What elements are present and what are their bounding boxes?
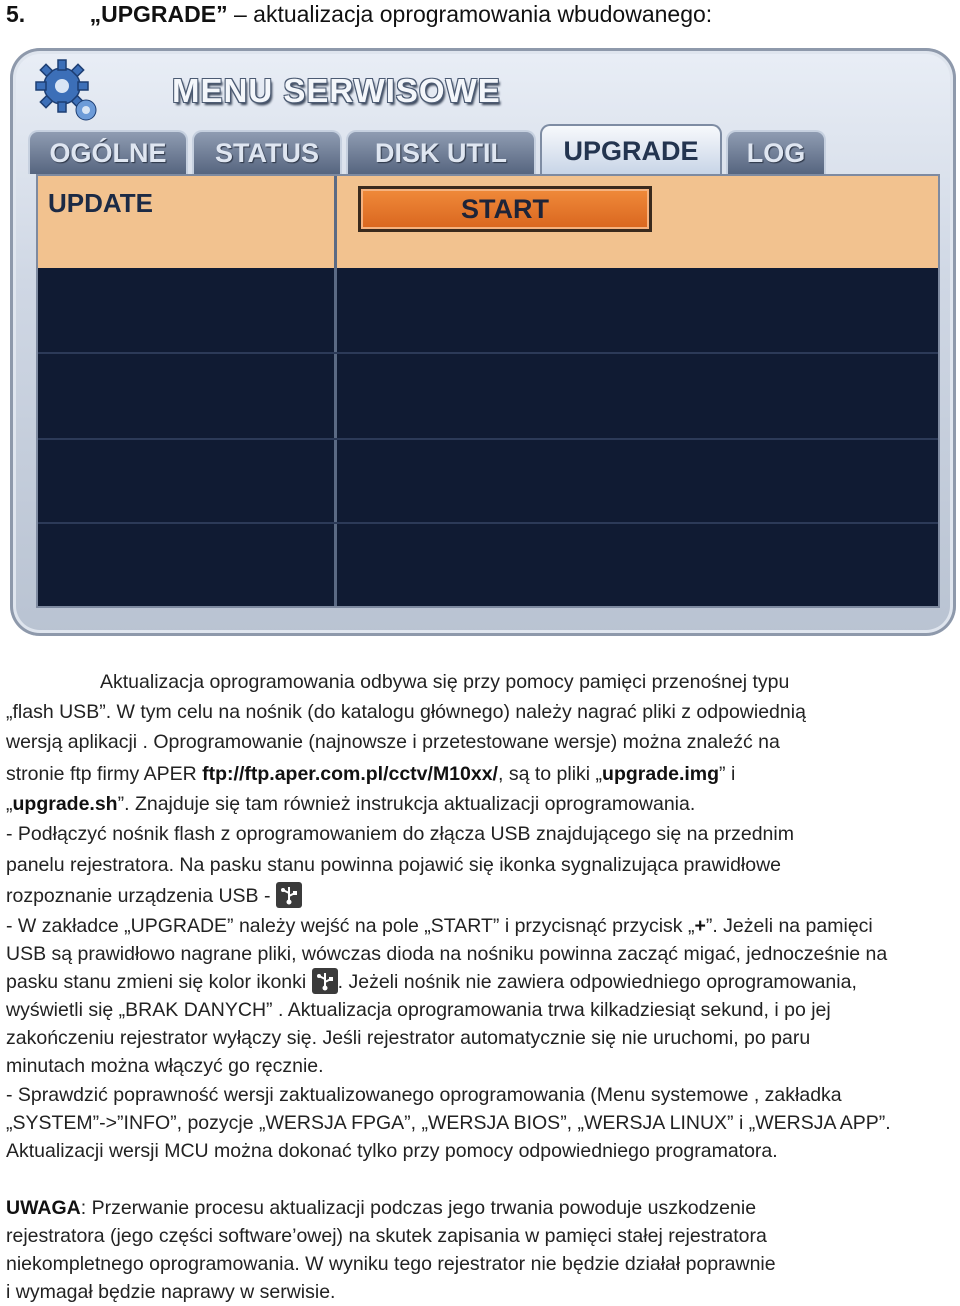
tab-log[interactable]: LOG: [726, 130, 826, 174]
text-line: [6, 760, 735, 788]
update-label: UPDATE: [48, 188, 153, 218]
text-line: „SYSTEM”->”INFO”, pozycje „WERSJA FPGA”, „WERSJA BIOS”, „WERSJA LINUX” i „WERSJA APP”.: [6, 1112, 891, 1134]
text-span: ” i: [719, 763, 736, 785]
text-line: minutach można włączyć go ręcznie.: [6, 1055, 324, 1077]
update-row: [38, 176, 938, 268]
gear-icon: [32, 56, 102, 126]
tab-bar: [28, 130, 940, 174]
text-span: stronie ftp firmy APER: [6, 763, 203, 785]
tab-upgrade[interactable]: UPGRADE: [540, 124, 722, 176]
usb-icon: [276, 882, 302, 908]
text-line: zakończeniu rejestrator wyłączy się. Jeśli rejestrator automatycznie się nie uruchomi, po paru: [6, 1027, 811, 1049]
text-line: Aktualizacji wersji MCU można dokonać tylko przy pomocy odpowiedniego programatora.: [6, 1140, 778, 1162]
text-line: rejestratora (jego części software’owej) na skutek zapisania w pamięci stałej rejestratora: [6, 1225, 767, 1247]
text-line: niekompletnego oprogramowania. W wyniku tego rejestrator nie będzie działał poprawnie: [6, 1253, 776, 1275]
text-span: : Przerwanie procesu aktualizacji podczas jego trwania powoduje uszkodzenie: [80, 1197, 757, 1219]
text-line: „flash USB”. W tym celu na nośnik (do katalogu głównego) należy nagrać pliki z odpowiednią: [6, 701, 806, 723]
text-line: [6, 912, 873, 940]
text-span: rozpoznanie urządzenia USB -: [6, 885, 276, 907]
section-subtitle: – aktualizacja oprogramowania wbudowanego:: [227, 1, 713, 27]
row-divider: [38, 352, 938, 354]
text-span: ”. Znajduje się tam również instrukcja aktualizacji oprogramowania.: [117, 793, 696, 815]
tab-status[interactable]: STATUS: [192, 130, 342, 174]
section-heading: [6, 0, 712, 28]
text-span: ”. Jeżeli na pamięci: [705, 915, 873, 937]
text-line: wyświetli się „BRAK DANYCH” . Aktualizacja oprogramowania trwa kilkadziesiąt sekund, i po jej: [6, 999, 831, 1021]
upgrade-panel: [36, 174, 940, 608]
text-line: Aktualizacja oprogramowania odbywa się przy pomocy pamięci przenośnej typu: [100, 671, 790, 693]
warning-label: UWAGA: [6, 1197, 81, 1219]
text-span: - W zakładce „UPGRADE” należy wejść na pole „START” i przycisnąć przycisk „: [6, 915, 695, 937]
text-span: „: [6, 793, 13, 815]
usb-icon: [312, 968, 338, 994]
text-line: - Sprawdzić poprawność wersji zaktualizowanego oprogramowania (Menu systemowe , zakładka: [6, 1084, 842, 1106]
column-divider: [334, 176, 337, 606]
ftp-link[interactable]: ftp://ftp.aper.com.pl/cctv/M10xx/: [202, 763, 498, 785]
text-span: pasku stanu zmieni się kolor ikonki: [6, 971, 312, 993]
text-line: wersją aplikacji . Oprogramowanie (najnowsze i przetestowane wersje) można znaleźć na: [6, 731, 780, 753]
section-number: 5.: [6, 1, 26, 27]
text-span: , są to pliki „: [497, 763, 603, 785]
filename-upgrade-sh: upgrade.sh: [12, 793, 118, 815]
upgrade-menu-screenshot: [10, 48, 956, 636]
plus-key: +: [694, 915, 706, 937]
text-line: [6, 968, 857, 996]
section-title: „UPGRADE”: [89, 1, 228, 27]
text-line: panelu rejestratora. Na pasku stanu powinna pojawić się ikonka sygnalizująca prawidłowe: [6, 854, 782, 876]
text-line: [6, 882, 302, 910]
text-line: - Podłączyć nośnik flash z oprogramowaniem do złącza USB znajdującego się na przednim: [6, 823, 794, 845]
row-divider: [38, 438, 938, 440]
menu-title: MENU SERWISOWE: [172, 72, 501, 109]
start-button[interactable]: START: [358, 186, 652, 232]
tab-disk-util[interactable]: DISK UTIL: [346, 130, 536, 174]
filename-upgrade-img: upgrade.img: [602, 763, 720, 785]
text-line: [6, 1194, 756, 1222]
row-divider: [38, 522, 938, 524]
text-line: i wymagał będzie naprawy w serwisie.: [6, 1281, 336, 1303]
text-line: USB są prawidłowo nagrane pliki, wówczas dioda na nośniku powinna zacząć migać, jednocześnie na: [6, 943, 888, 965]
text-line: [6, 790, 695, 818]
tab-ogolne[interactable]: OGÓLNE: [28, 130, 188, 174]
text-span: . Jeżeli nośnik nie zawiera odpowiedniego oprogramowania,: [337, 971, 857, 993]
